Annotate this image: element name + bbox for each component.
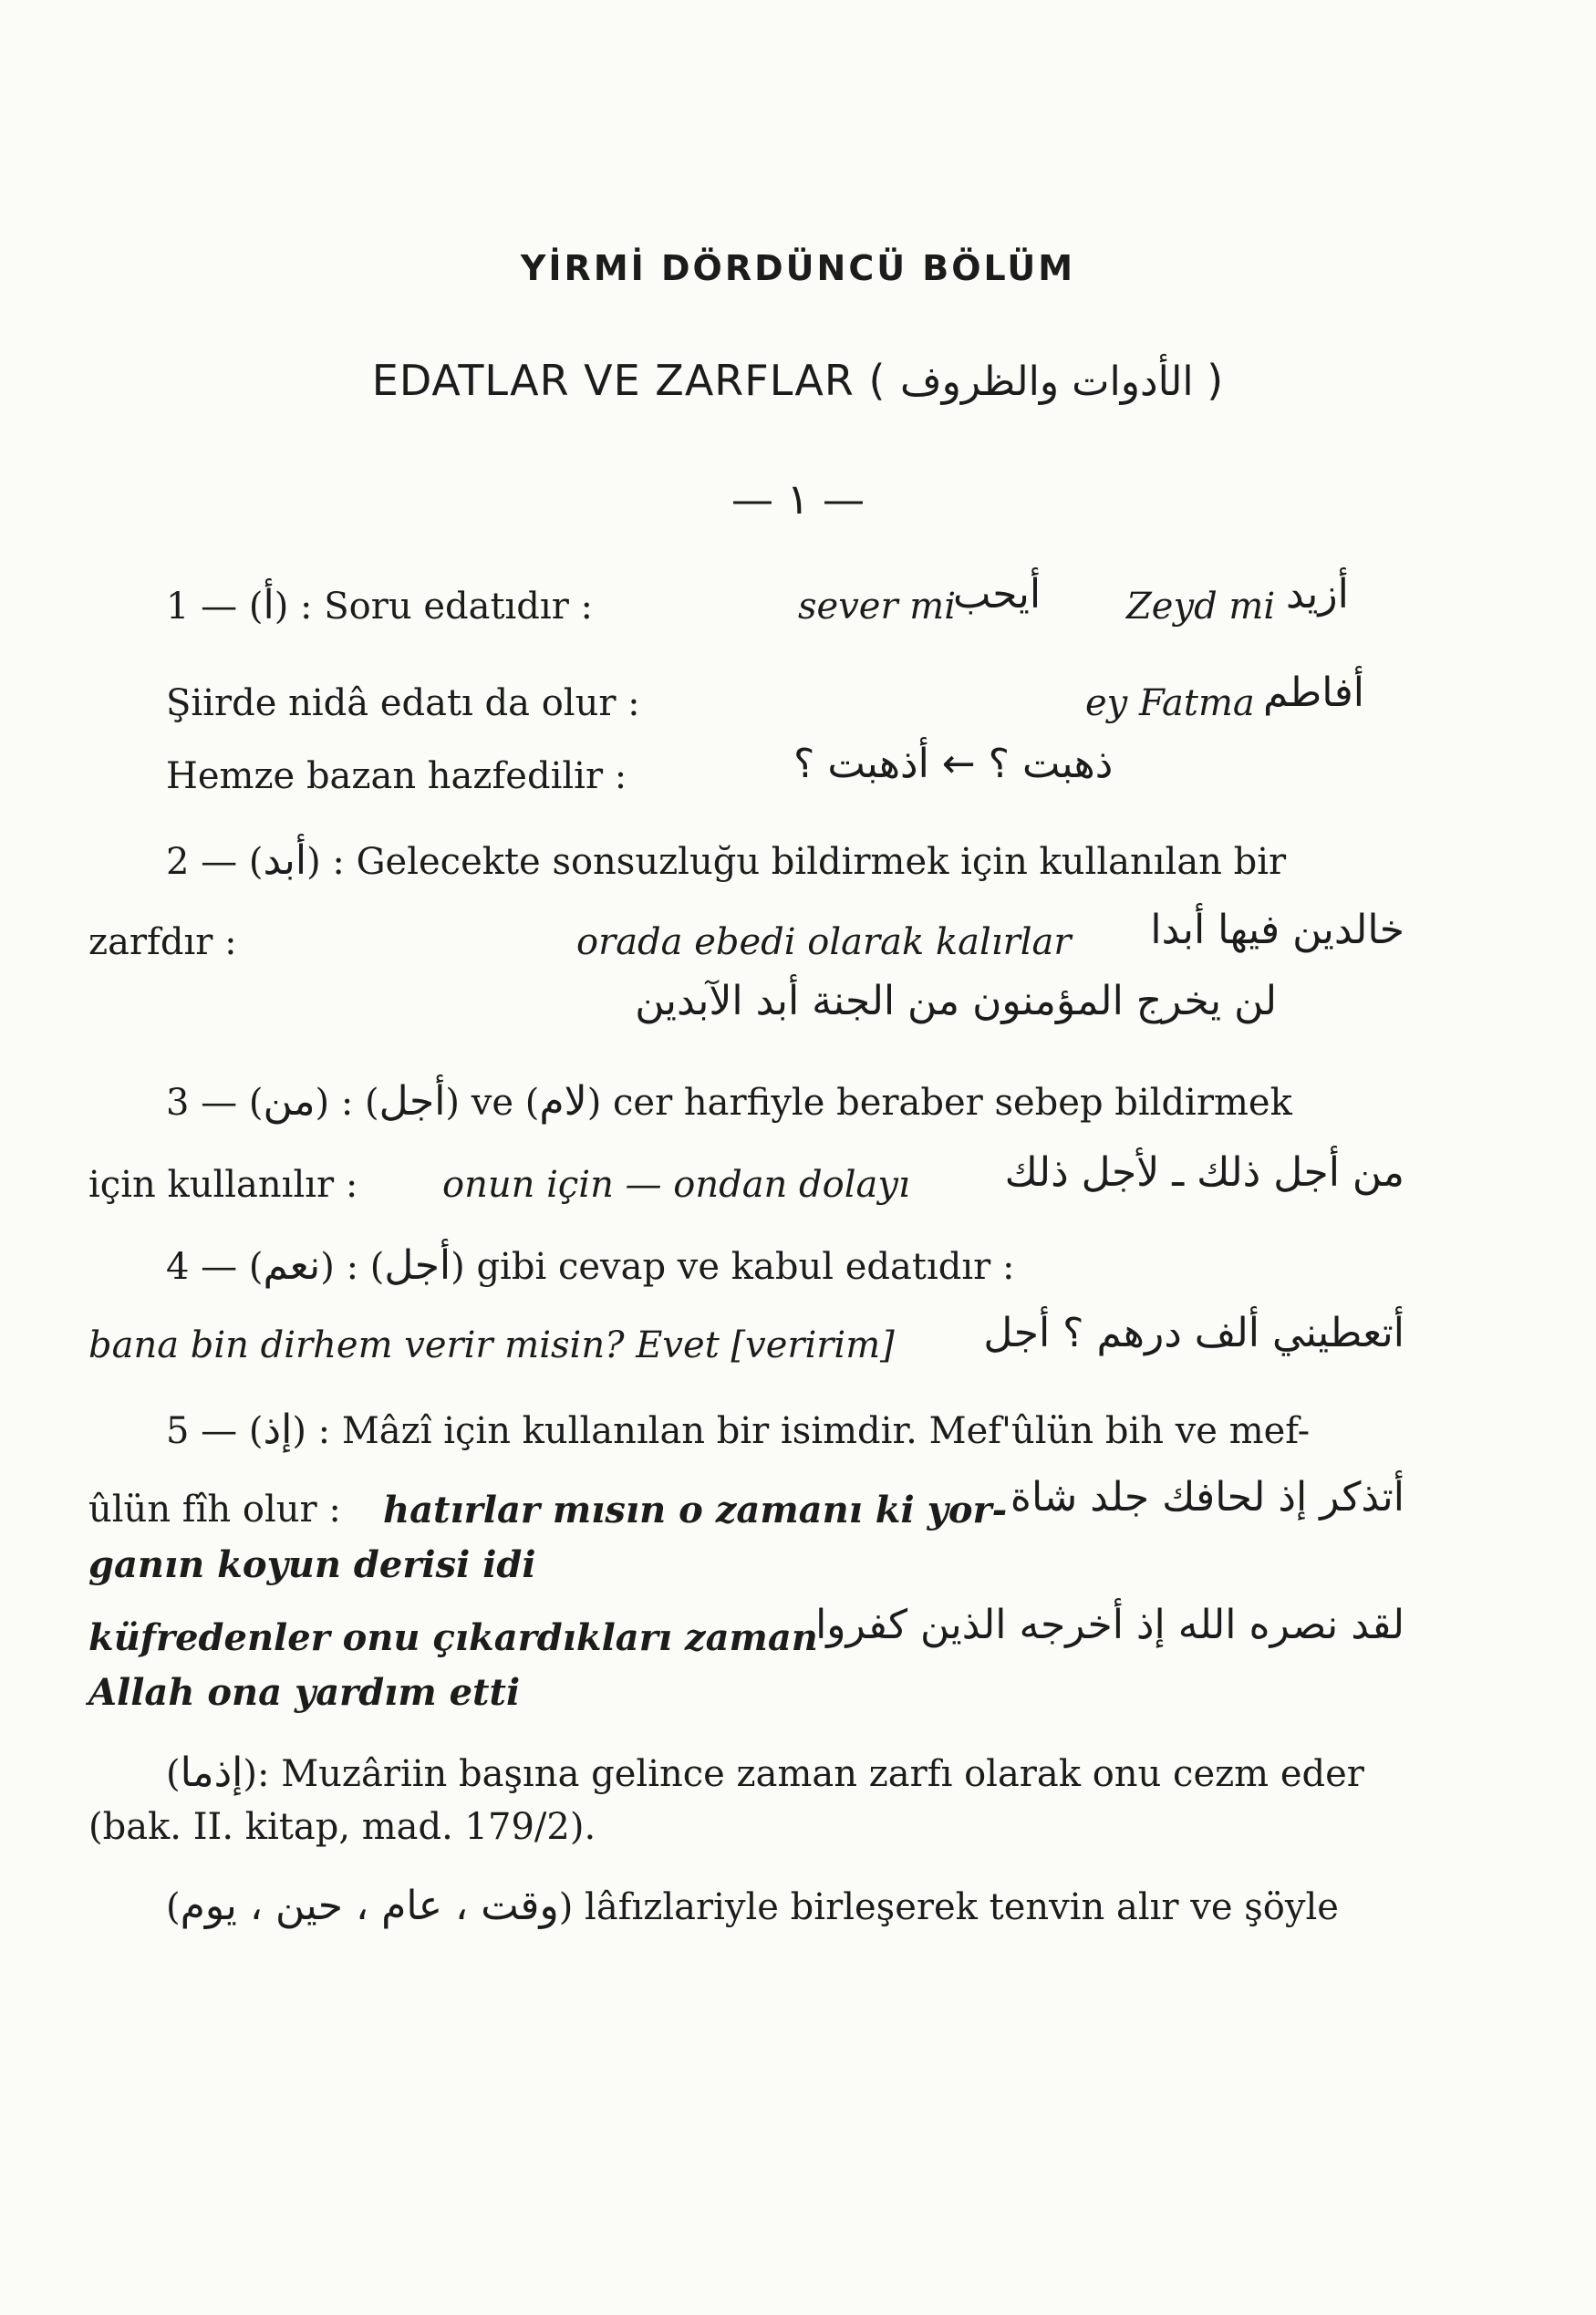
item2-label: 2 — ( [166, 841, 264, 883]
item5-ex2-ar: لقد نصره الله إذ أخرجه الذين كفروا [815, 1602, 1404, 1648]
chapter-title: YİRMİ DÖRDÜNCÜ BÖLÜM [520, 248, 1076, 288]
hemze-line-text: Hemze bazan hazfedilir : [166, 755, 627, 797]
item4-arabic2: نعم [263, 1242, 321, 1289]
item1-label: 1 — ( [166, 586, 264, 628]
item3-arabic2: من [263, 1078, 316, 1125]
last-line [166, 1883, 1339, 1929]
item3-sep: ) : ( [315, 1082, 379, 1124]
item4-ex-tr: bana bin dirhem verir misin? Evet [veririm] [88, 1324, 895, 1366]
siir-line-text: Şiirde nidâ edatı da olur : [166, 682, 640, 724]
item3-ex-ar: من أجل ذلك ـ لأجل ذلك [1004, 1149, 1404, 1196]
title-close-paren: ) [1207, 356, 1225, 405]
last-line-open: ( [166, 1886, 181, 1928]
item1-heading [166, 582, 593, 628]
item5-heading [166, 1407, 1310, 1453]
item5-ex2-tr-a: küfredenler onu çıkardıkları zaman [88, 1616, 818, 1659]
item3-mid: ) ve ( [445, 1082, 540, 1124]
item3-label: 3 — ( [166, 1082, 264, 1124]
item2-desc: ) : Gelecekte sonsuzluğu bildirmek için kullanılan bir [306, 841, 1287, 883]
item5-ex1-tr-a: hatırlar mısın o zamanı ki yor- [383, 1489, 1008, 1531]
idhma-desc: ): Muzâriin başına gelince zaman zarfı olarak onu cezm eder [243, 1753, 1364, 1795]
item2-heading [166, 837, 1286, 884]
title-text: EDATLAR VE ZARFLAR [371, 356, 855, 405]
item5-ex1-ar: أتذكر إذ لحافك جلد شاة [1010, 1474, 1404, 1521]
item3-cont: için kullanılır : [88, 1164, 358, 1206]
siir-ex-tr: ey Fatma [1085, 682, 1255, 724]
item1-ex2-ar: أزيد [1286, 571, 1349, 618]
idhma-arabic: إذما [180, 1749, 244, 1796]
item2-arabic: أبد [263, 837, 307, 884]
item3-desc: ) cer harfiyle beraber sebep bildirmek [586, 1082, 1292, 1124]
siir-ex-ar: أفاطم [1263, 670, 1364, 716]
item3-heading [166, 1078, 1292, 1125]
idhma-cont: (bak. II. kitap, mad. 179/2). [88, 1806, 596, 1848]
item4-label: 4 — ( [166, 1246, 264, 1288]
item4-arabic: أجل [384, 1242, 451, 1289]
idhma-open: ( [166, 1753, 181, 1795]
item1-ex1-ar: أيحب [953, 571, 1042, 618]
idhma-heading [166, 1749, 1364, 1796]
item3-arabic3: لام [539, 1078, 587, 1125]
item4-heading [166, 1242, 1014, 1289]
last-line-arabic: وقت ، عام ، حين ، يوم [180, 1883, 559, 1929]
item2-cont: zarfdır : [88, 921, 237, 963]
item5-ex1-tr-b: ganın koyun derisi idi [88, 1543, 536, 1586]
item4-sep: ) : ( [320, 1246, 385, 1288]
item5-desc: ) : Mâzî için kullanılan bir isimdir. Mef'ûlün bih ve mef- [292, 1410, 1311, 1452]
item2-ex-tr: orada ebedi olarak kalırlar [576, 921, 1072, 963]
item4-desc: ) gibi cevap ve kabul edatıdır : [451, 1246, 1015, 1288]
item1-ex1-tr: sever mi [798, 586, 957, 628]
item2-ex2-ar: لن يخرج المؤمنون من الجنة أبد الآبدين [635, 978, 1277, 1024]
section-marker: — ١ — [731, 474, 865, 524]
section-title [0, 356, 1596, 405]
last-line-desc: ) lâfızlariyle birleşerek tenvin alır ve şöyle [558, 1886, 1339, 1928]
item1-ex2-tr: Zeyd mi [1126, 586, 1276, 628]
item5-ex2-tr-b: Allah ona yardım etti [88, 1671, 521, 1714]
title-arabic: الأدوات والظروف [900, 358, 1194, 405]
item5-label: 5 — ( [166, 1410, 264, 1452]
item5-arabic: إذ [263, 1407, 293, 1453]
item1-arabic: أ [263, 582, 275, 628]
hemze-ex-ar: ذهبت ؟ ← أذهبت ؟ [793, 741, 1114, 787]
title-open-paren: ( [868, 356, 886, 405]
item4-ex-ar: أتعطيني ألف درهم ؟ أجل [983, 1310, 1404, 1356]
item5-cont: ûlün fîh olur : [88, 1489, 341, 1531]
item3-arabic: أجل [378, 1078, 446, 1125]
item1-desc: ) : Soru edatıdır : [274, 586, 594, 628]
item2-ex-ar: خالدين فيها أبدا [1150, 907, 1404, 953]
item3-ex-tr: onun için — ondan dolayı [442, 1164, 910, 1206]
